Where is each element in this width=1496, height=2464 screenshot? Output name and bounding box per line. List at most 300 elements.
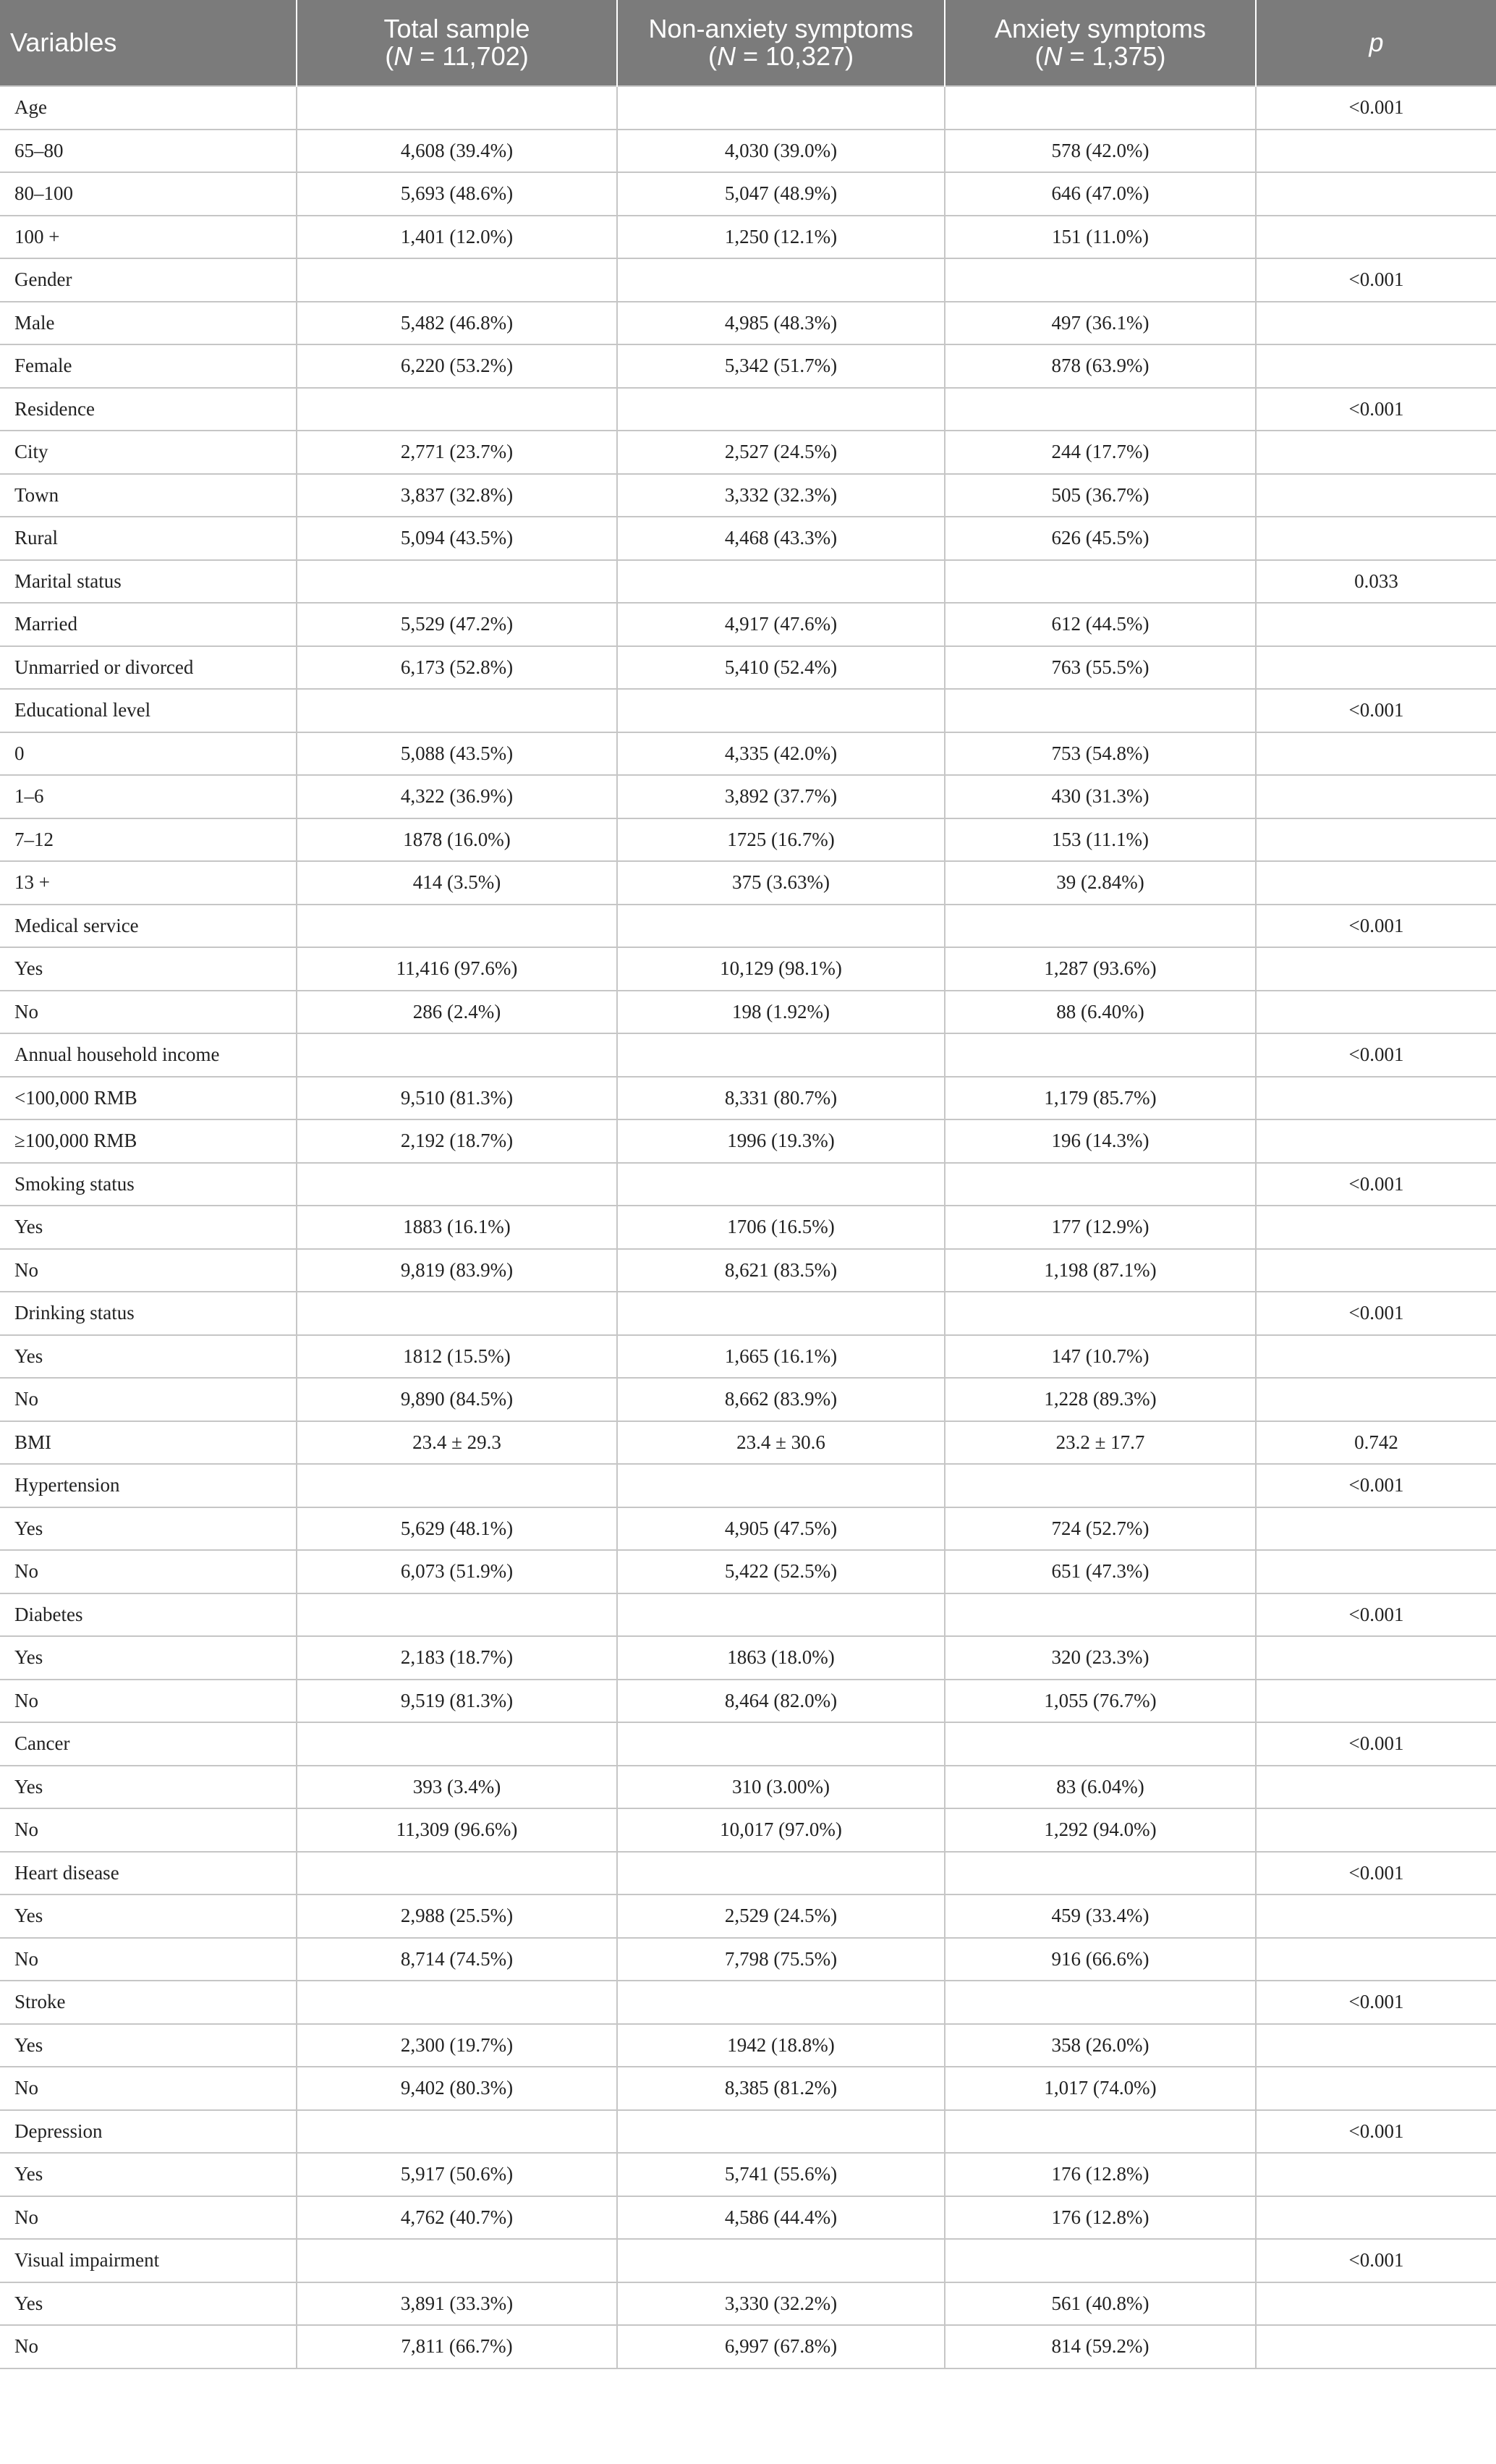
anxiety-cell: 88 (6.40%) (945, 991, 1256, 1034)
header-n (307, 43, 606, 70)
variable-cell: 0 (0, 732, 297, 776)
p-value-cell (1256, 1119, 1496, 1163)
anxiety-cell: 196 (14.3%) (945, 1119, 1256, 1163)
variable-cell: Rural (0, 517, 297, 560)
table-row (0, 689, 1496, 732)
p-value-cell (1256, 216, 1496, 259)
p-value-cell (1256, 302, 1496, 345)
non-anxiety-cell: 4,468 (43.3%) (617, 517, 945, 560)
total-sample-cell: 5,529 (47.2%) (297, 603, 617, 646)
variable-cell: 13 + (0, 861, 297, 905)
header-n (956, 43, 1245, 70)
p-value-cell: <0.001 (1256, 1163, 1496, 1206)
total-sample-cell: 11,416 (97.6%) (297, 947, 617, 991)
p-value-cell (1256, 1335, 1496, 1379)
total-sample-cell: 5,629 (48.1%) (297, 1507, 617, 1551)
anxiety-cell (945, 1981, 1256, 2024)
table-row (0, 1421, 1496, 1465)
variable-cell: BMI (0, 1421, 297, 1465)
header-n-prefix: ( (707, 41, 717, 71)
p-value-cell (1256, 818, 1496, 862)
non-anxiety-cell (617, 1722, 945, 1766)
anxiety-cell: 724 (52.7%) (945, 1507, 1256, 1551)
p-value-cell: <0.001 (1256, 1593, 1496, 1637)
variable-cell: Yes (0, 2024, 297, 2067)
total-sample-cell: 2,300 (19.7%) (297, 2024, 617, 2067)
p-value-cell (1256, 1378, 1496, 1421)
p-value-cell (1256, 1766, 1496, 1809)
anxiety-cell: 176 (12.8%) (945, 2153, 1256, 2196)
variable-cell: Cancer (0, 1722, 297, 1766)
non-anxiety-cell: 10,017 (97.0%) (617, 1808, 945, 1852)
table-row (0, 2153, 1496, 2196)
anxiety-cell: 83 (6.04%) (945, 1766, 1256, 1809)
p-value-cell (1256, 646, 1496, 690)
table-row (0, 517, 1496, 560)
non-anxiety-cell (617, 1033, 945, 1077)
p-value-cell (1256, 344, 1496, 388)
p-value-cell: <0.001 (1256, 2110, 1496, 2154)
total-sample-cell (297, 86, 617, 130)
table-row (0, 1077, 1496, 1120)
variable-cell: Diabetes (0, 1593, 297, 1637)
total-sample-cell (297, 1292, 617, 1335)
variable-cell: Yes (0, 2282, 297, 2326)
non-anxiety-cell: 4,905 (47.5%) (617, 1507, 945, 1551)
variable-cell: Annual household income (0, 1033, 297, 1077)
total-sample-cell: 11,309 (96.6%) (297, 1808, 617, 1852)
anxiety-cell (945, 1722, 1256, 1766)
table-row (0, 344, 1496, 388)
non-anxiety-cell (617, 1163, 945, 1206)
variable-cell: Smoking status (0, 1163, 297, 1206)
header-label: Non-anxiety symptoms (648, 14, 914, 43)
variable-cell: Town (0, 474, 297, 517)
total-sample-cell (297, 1464, 617, 1507)
table-row (0, 1938, 1496, 1981)
p-value-cell: <0.001 (1256, 2239, 1496, 2282)
variable-cell: Marital status (0, 560, 297, 604)
p-value-cell (1256, 732, 1496, 776)
non-anxiety-cell: 8,621 (83.5%) (617, 1249, 945, 1292)
non-anxiety-cell (617, 86, 945, 130)
non-anxiety-cell: 6,997 (67.8%) (617, 2325, 945, 2368)
header-n (628, 43, 934, 70)
total-sample-cell: 8,714 (74.5%) (297, 1938, 617, 1981)
anxiety-cell: 1,198 (87.1%) (945, 1249, 1256, 1292)
variable-cell: Hypertension (0, 1464, 297, 1507)
non-anxiety-cell: 1942 (18.8%) (617, 2024, 945, 2067)
header-label: Total sample (383, 14, 530, 43)
non-anxiety-cell (617, 258, 945, 302)
variable-cell: 80–100 (0, 172, 297, 216)
total-sample-cell: 286 (2.4%) (297, 991, 617, 1034)
p-value-cell (1256, 1680, 1496, 1723)
anxiety-cell: 1,055 (76.7%) (945, 1680, 1256, 1723)
p-value-cell (1256, 1077, 1496, 1120)
total-sample-cell: 23.4 ± 29.3 (297, 1421, 617, 1465)
table-row (0, 1766, 1496, 1809)
variable-cell: <100,000 RMB (0, 1077, 297, 1120)
total-sample-cell: 4,608 (39.4%) (297, 130, 617, 173)
p-value-cell: 0.033 (1256, 560, 1496, 604)
non-anxiety-cell (617, 1852, 945, 1895)
variable-cell: City (0, 431, 297, 474)
anxiety-cell: 151 (11.0%) (945, 216, 1256, 259)
anxiety-cell: 1,017 (74.0%) (945, 2067, 1256, 2110)
total-sample-cell: 1,401 (12.0%) (297, 216, 617, 259)
table-row (0, 2067, 1496, 2110)
table-row (0, 474, 1496, 517)
header-label: Variables (10, 27, 117, 57)
non-anxiety-cell: 23.4 ± 30.6 (617, 1421, 945, 1465)
table-row (0, 130, 1496, 173)
non-anxiety-cell: 2,527 (24.5%) (617, 431, 945, 474)
table-row (0, 431, 1496, 474)
anxiety-cell (945, 1292, 1256, 1335)
total-sample-cell: 7,811 (66.7%) (297, 2325, 617, 2368)
table-row (0, 818, 1496, 862)
total-sample-cell: 5,088 (43.5%) (297, 732, 617, 776)
non-anxiety-cell (617, 1981, 945, 2024)
table-row (0, 86, 1496, 130)
p-value-cell (1256, 2153, 1496, 2196)
variable-cell: Heart disease (0, 1852, 297, 1895)
variable-cell: Gender (0, 258, 297, 302)
non-anxiety-cell (617, 1593, 945, 1637)
table-row (0, 947, 1496, 991)
p-value-cell (1256, 1808, 1496, 1852)
anxiety-cell: 612 (44.5%) (945, 603, 1256, 646)
anxiety-cell (945, 1593, 1256, 1637)
header-non-anxiety (617, 0, 945, 86)
total-sample-cell: 1878 (16.0%) (297, 818, 617, 862)
table-row (0, 1335, 1496, 1379)
p-value-cell (1256, 1550, 1496, 1593)
p-value-cell (1256, 1894, 1496, 1938)
non-anxiety-cell: 2,529 (24.5%) (617, 1894, 945, 1938)
table-row (0, 1249, 1496, 1292)
header-label: p (1369, 27, 1384, 57)
variable-cell: Medical service (0, 905, 297, 948)
total-sample-cell (297, 689, 617, 732)
table-row (0, 1550, 1496, 1593)
anxiety-cell: 23.2 ± 17.7 (945, 1421, 1256, 1465)
total-sample-cell (297, 2110, 617, 2154)
total-sample-cell (297, 1593, 617, 1637)
header-n-symbol: N (394, 41, 413, 71)
table-row (0, 258, 1496, 302)
header-n-prefix: ( (1034, 41, 1044, 71)
total-sample-cell: 5,693 (48.6%) (297, 172, 617, 216)
total-sample-cell (297, 1033, 617, 1077)
p-value-cell (1256, 2067, 1496, 2110)
total-sample-cell: 9,402 (80.3%) (297, 2067, 617, 2110)
anxiety-cell: 497 (36.1%) (945, 302, 1256, 345)
p-value-cell (1256, 1249, 1496, 1292)
non-anxiety-cell: 1,665 (16.1%) (617, 1335, 945, 1379)
anxiety-cell (945, 388, 1256, 431)
variable-cell: Drinking status (0, 1292, 297, 1335)
non-anxiety-cell: 5,410 (52.4%) (617, 646, 945, 690)
non-anxiety-cell: 1863 (18.0%) (617, 1636, 945, 1680)
total-sample-cell: 2,192 (18.7%) (297, 1119, 617, 1163)
non-anxiety-cell (617, 1292, 945, 1335)
header-label: Anxiety symptoms (994, 14, 1207, 43)
variable-cell: No (0, 1680, 297, 1723)
variable-cell: No (0, 2067, 297, 2110)
total-sample-cell: 9,519 (81.3%) (297, 1680, 617, 1723)
p-value-cell (1256, 130, 1496, 173)
total-sample-cell (297, 1163, 617, 1206)
anxiety-cell (945, 905, 1256, 948)
anxiety-cell: 646 (47.0%) (945, 172, 1256, 216)
p-value-cell: <0.001 (1256, 86, 1496, 130)
anxiety-cell (945, 1163, 1256, 1206)
total-sample-cell: 414 (3.5%) (297, 861, 617, 905)
variable-cell: No (0, 2325, 297, 2368)
variable-cell: Yes (0, 2153, 297, 2196)
variable-cell: 65–80 (0, 130, 297, 173)
non-anxiety-cell: 10,129 (98.1%) (617, 947, 945, 991)
table-row (0, 646, 1496, 690)
header-p-value (1256, 0, 1496, 86)
variable-cell: No (0, 2196, 297, 2240)
non-anxiety-cell: 3,332 (32.3%) (617, 474, 945, 517)
header-n-prefix: ( (385, 41, 394, 71)
variable-cell: Educational level (0, 689, 297, 732)
anxiety-cell (945, 1033, 1256, 1077)
variable-cell: No (0, 1550, 297, 1593)
non-anxiety-cell (617, 905, 945, 948)
table-row (0, 991, 1496, 1034)
table-row (0, 1808, 1496, 1852)
total-sample-cell: 393 (3.4%) (297, 1766, 617, 1809)
table-row (0, 1894, 1496, 1938)
anxiety-cell: 753 (54.8%) (945, 732, 1256, 776)
anxiety-cell: 176 (12.8%) (945, 2196, 1256, 2240)
table-row (0, 1593, 1496, 1637)
non-anxiety-cell: 7,798 (75.5%) (617, 1938, 945, 1981)
non-anxiety-cell (617, 689, 945, 732)
total-sample-cell: 6,173 (52.8%) (297, 646, 617, 690)
table-row (0, 1206, 1496, 1249)
table-row (0, 1636, 1496, 1680)
p-value-cell (1256, 603, 1496, 646)
p-value-cell: <0.001 (1256, 905, 1496, 948)
header-n-value: = 10,327) (735, 41, 854, 71)
non-anxiety-cell: 4,985 (48.3%) (617, 302, 945, 345)
p-value-cell (1256, 1206, 1496, 1249)
total-sample-cell (297, 560, 617, 604)
table-row (0, 2196, 1496, 2240)
p-value-cell: <0.001 (1256, 258, 1496, 302)
non-anxiety-cell: 375 (3.63%) (617, 861, 945, 905)
table-row (0, 732, 1496, 776)
p-value-cell: <0.001 (1256, 388, 1496, 431)
non-anxiety-cell: 1996 (19.3%) (617, 1119, 945, 1163)
total-sample-cell: 9,510 (81.3%) (297, 1077, 617, 1120)
anxiety-cell: 1,287 (93.6%) (945, 947, 1256, 991)
variable-cell: ≥100,000 RMB (0, 1119, 297, 1163)
anxiety-cell: 578 (42.0%) (945, 130, 1256, 173)
non-anxiety-cell (617, 388, 945, 431)
table-row (0, 1292, 1496, 1335)
p-value-cell: <0.001 (1256, 1292, 1496, 1335)
non-anxiety-cell: 8,662 (83.9%) (617, 1378, 945, 1421)
header-variables (0, 0, 297, 86)
table-row (0, 1464, 1496, 1507)
anxiety-cell: 153 (11.1%) (945, 818, 1256, 862)
total-sample-cell: 4,762 (40.7%) (297, 2196, 617, 2240)
total-sample-cell: 2,988 (25.5%) (297, 1894, 617, 1938)
p-value-cell: <0.001 (1256, 1981, 1496, 2024)
total-sample-cell: 3,837 (32.8%) (297, 474, 617, 517)
variable-cell: Married (0, 603, 297, 646)
table-row (0, 2024, 1496, 2067)
total-sample-cell: 3,891 (33.3%) (297, 2282, 617, 2326)
variable-cell: 7–12 (0, 818, 297, 862)
variable-cell: Yes (0, 1766, 297, 1809)
total-sample-cell: 6,220 (53.2%) (297, 344, 617, 388)
variable-cell: Depression (0, 2110, 297, 2154)
total-sample-cell: 6,073 (51.9%) (297, 1550, 617, 1593)
non-anxiety-cell: 1706 (16.5%) (617, 1206, 945, 1249)
variable-cell: Age (0, 86, 297, 130)
non-anxiety-cell: 310 (3.00%) (617, 1766, 945, 1809)
total-sample-cell: 5,094 (43.5%) (297, 517, 617, 560)
table-row (0, 1163, 1496, 1206)
table-row (0, 2325, 1496, 2368)
total-sample-cell (297, 2239, 617, 2282)
p-value-cell (1256, 474, 1496, 517)
table-row (0, 2282, 1496, 2326)
variable-cell: No (0, 991, 297, 1034)
p-value-cell (1256, 2282, 1496, 2326)
variable-cell: Yes (0, 947, 297, 991)
table-row (0, 2239, 1496, 2282)
variable-cell: No (0, 1378, 297, 1421)
anxiety-cell: 651 (47.3%) (945, 1550, 1256, 1593)
table-row (0, 1507, 1496, 1551)
variable-cell: Unmarried or divorced (0, 646, 297, 690)
p-value-cell (1256, 431, 1496, 474)
p-value-cell (1256, 775, 1496, 818)
header-n-value: = 1,375) (1062, 41, 1166, 71)
non-anxiety-cell (617, 2239, 945, 2282)
p-value-cell (1256, 517, 1496, 560)
table-row (0, 1033, 1496, 1077)
variable-cell: Residence (0, 388, 297, 431)
p-value-cell (1256, 2024, 1496, 2067)
non-anxiety-cell: 4,586 (44.4%) (617, 2196, 945, 2240)
p-value-cell: <0.001 (1256, 1722, 1496, 1766)
anxiety-cell: 626 (45.5%) (945, 517, 1256, 560)
table-row (0, 302, 1496, 345)
table-row (0, 560, 1496, 604)
non-anxiety-cell: 1725 (16.7%) (617, 818, 945, 862)
variable-cell: No (0, 1808, 297, 1852)
variable-cell: Visual impairment (0, 2239, 297, 2282)
variable-cell: No (0, 1249, 297, 1292)
table-row (0, 775, 1496, 818)
table-row (0, 1680, 1496, 1723)
table-row (0, 172, 1496, 216)
table-row (0, 1722, 1496, 1766)
table-row (0, 1852, 1496, 1895)
variable-cell: Stroke (0, 1981, 297, 2024)
anxiety-cell: 1,228 (89.3%) (945, 1378, 1256, 1421)
p-value-cell: <0.001 (1256, 1033, 1496, 1077)
table-row (0, 861, 1496, 905)
non-anxiety-cell: 4,030 (39.0%) (617, 130, 945, 173)
anxiety-cell: 1,179 (85.7%) (945, 1077, 1256, 1120)
table-row (0, 388, 1496, 431)
non-anxiety-cell: 3,892 (37.7%) (617, 775, 945, 818)
anxiety-cell (945, 1852, 1256, 1895)
variable-cell: 1–6 (0, 775, 297, 818)
variable-cell: Female (0, 344, 297, 388)
total-sample-cell: 5,482 (46.8%) (297, 302, 617, 345)
anxiety-cell: 320 (23.3%) (945, 1636, 1256, 1680)
non-anxiety-cell (617, 1464, 945, 1507)
p-value-cell: <0.001 (1256, 1464, 1496, 1507)
anxiety-cell: 459 (33.4%) (945, 1894, 1256, 1938)
non-anxiety-cell: 5,741 (55.6%) (617, 2153, 945, 2196)
total-sample-cell (297, 258, 617, 302)
header-anxiety (945, 0, 1256, 86)
non-anxiety-cell: 3,330 (32.2%) (617, 2282, 945, 2326)
table-row (0, 1119, 1496, 1163)
anxiety-cell (945, 2110, 1256, 2154)
anxiety-cell: 177 (12.9%) (945, 1206, 1256, 1249)
variable-cell: Yes (0, 1335, 297, 1379)
non-anxiety-cell (617, 2110, 945, 2154)
total-sample-cell: 5,917 (50.6%) (297, 2153, 617, 2196)
total-sample-cell: 1812 (15.5%) (297, 1335, 617, 1379)
non-anxiety-cell: 8,385 (81.2%) (617, 2067, 945, 2110)
anxiety-cell (945, 2239, 1256, 2282)
table-body (0, 86, 1496, 2368)
p-value-cell (1256, 861, 1496, 905)
non-anxiety-cell: 8,464 (82.0%) (617, 1680, 945, 1723)
anxiety-cell (945, 258, 1256, 302)
p-value-cell: <0.001 (1256, 1852, 1496, 1895)
table-row (0, 216, 1496, 259)
variable-cell: No (0, 1938, 297, 1981)
anxiety-cell: 39 (2.84%) (945, 861, 1256, 905)
header-n-symbol: N (716, 41, 736, 71)
anxiety-cell: 561 (40.8%) (945, 2282, 1256, 2326)
table-row (0, 2110, 1496, 2154)
total-sample-cell: 2,183 (18.7%) (297, 1636, 617, 1680)
table-row (0, 905, 1496, 948)
non-anxiety-cell: 5,047 (48.9%) (617, 172, 945, 216)
total-sample-cell (297, 1722, 617, 1766)
p-value-cell: 0.742 (1256, 1421, 1496, 1465)
non-anxiety-cell: 5,342 (51.7%) (617, 344, 945, 388)
p-value-cell (1256, 947, 1496, 991)
table-row (0, 603, 1496, 646)
p-value-cell (1256, 1507, 1496, 1551)
anxiety-cell: 430 (31.3%) (945, 775, 1256, 818)
total-sample-cell: 1883 (16.1%) (297, 1206, 617, 1249)
table-header (0, 0, 1496, 86)
anxiety-cell: 147 (10.7%) (945, 1335, 1256, 1379)
variable-cell: Yes (0, 1894, 297, 1938)
p-value-cell (1256, 1636, 1496, 1680)
total-sample-cell: 2,771 (23.7%) (297, 431, 617, 474)
